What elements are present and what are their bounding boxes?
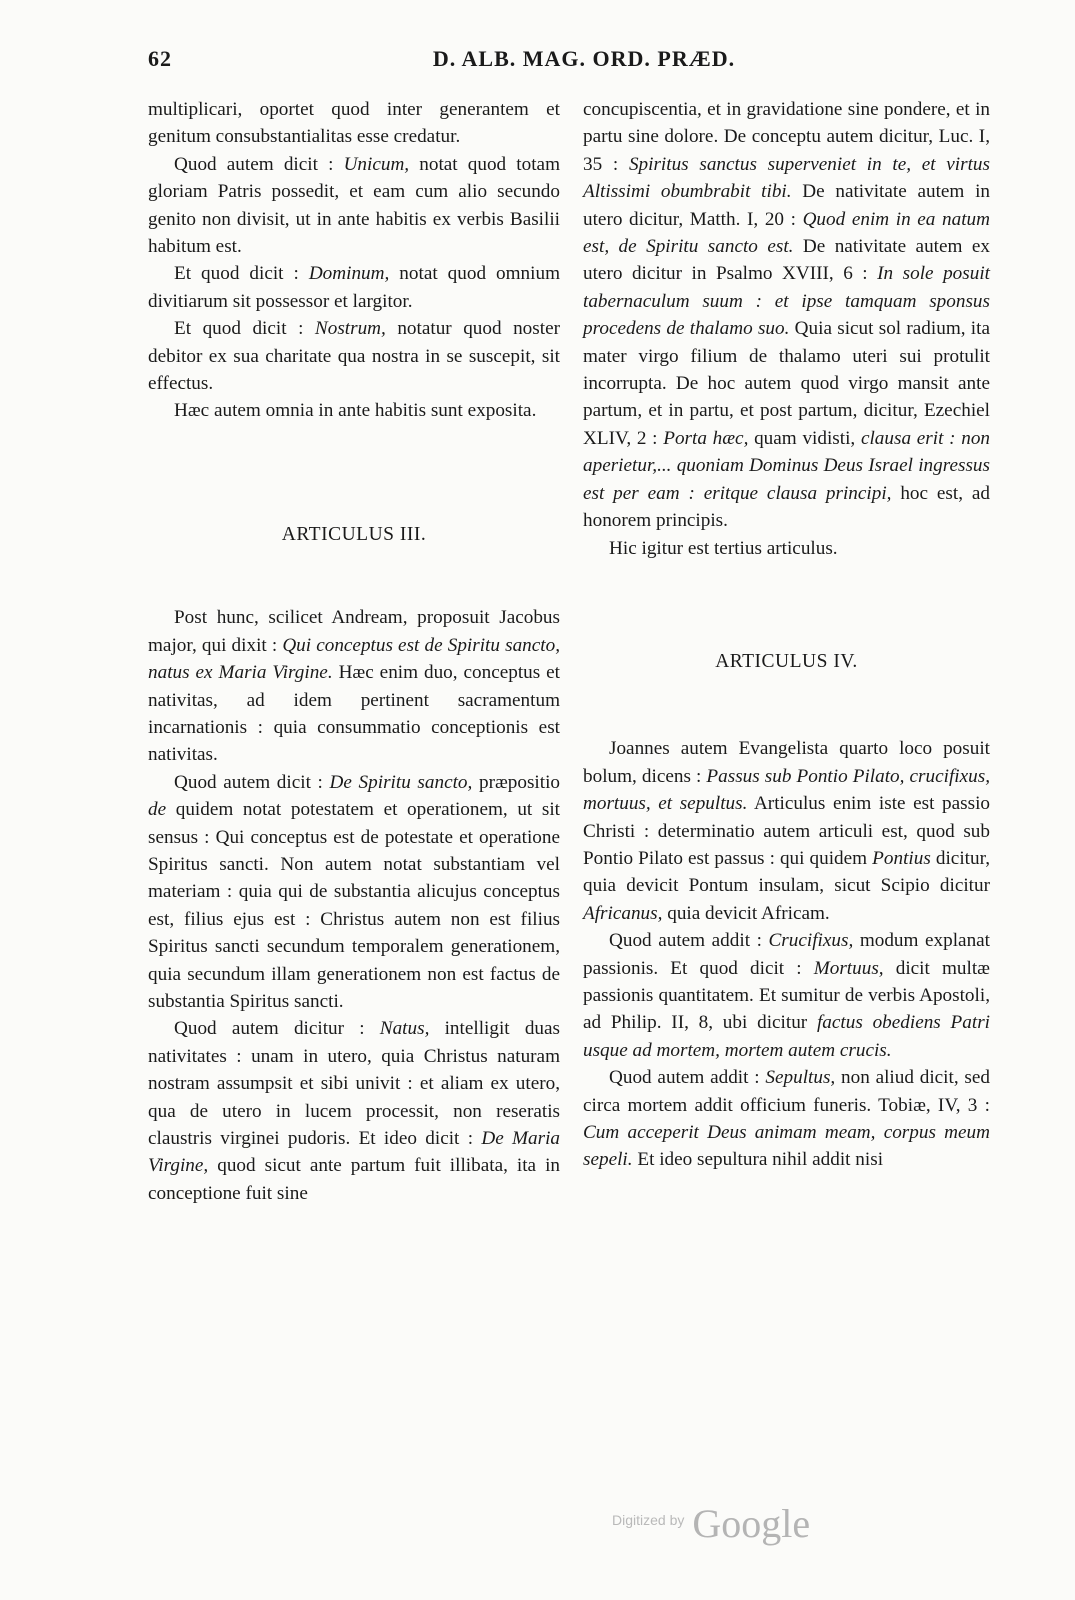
right-column bbox=[583, 96, 990, 1174]
running-title: D. ALB. MAG. ORD. PRÆD. bbox=[432, 46, 736, 71]
page-header bbox=[148, 46, 990, 76]
page-number: 62 bbox=[148, 46, 172, 71]
google-logo: Google bbox=[692, 1501, 811, 1546]
paragraph: Post hunc, scilicet Andream, proposuit Jacobus major, qui dixit : Qui conceptus est de Spiritu sancto, natus ex Maria Virgine. Hæc enim duo, conceptus et nativitas, ad idem pertinent sacramentum incarnationis : quia consummatio conceptionis est nativitas. bbox=[148, 607, 561, 766]
paragraph: Joannes autem Evangelista quarto loco posuit bolum, dicens : Passus sub Pontio Pilato, crucifixus, mortuus, et sepultus. Articulus enim iste est passio Christi : determinatio autem articuli est, quod sub Pontio Pilato est passus : qui quidem Pontius dicitur, quia devicit Pontum insulam, sicut Scipio dicitur Africanus, quia devicit Africam. bbox=[583, 738, 990, 924]
paragraph: Hic igitur est tertius articulus. bbox=[609, 537, 838, 559]
paragraph: Quod autem dicit : De Spiritu sancto, præpositio de quidem notat potestatem et operationem, ut sit sensus : Qui conceptus est de potestate et operatione Spiritus sancti. Non autem notat substantiam vel materiam : quia qui de substantia alicujus conceptus est, filius ejus est : Christus autem non est filius Spiritus sancti secundum temporalem generationem, quia secundum illam generationem non est factus de substantia Spiritus sancti. bbox=[148, 771, 560, 1012]
paragraph: Et quod dicit : Nostrum, notatur quod noster debitor ex sua charitate qua nostra in se suscepit, sit effectus. bbox=[148, 318, 560, 395]
paragraph: concupiscentia, et in gravidatione sine pondere, et in partu sine dolore. De conceptu autem dicitur, Luc. I, 35 : Spiritus sanctus superveniet in te, et virtus Altissimi obumbrabit tibi. De nativitate autem in utero dicitur, Matth. I, 20 : Quod enim in ea natum est, de Spiritu sancto est. De nativitate autem ex utero dicitur in Psalmo XVIII, 6 : In sole posuit tabernaculum suum : et ipse tamquam sponsus procedens de thalamo suo. Quia sicut sol radium, ita mater virgo filium de thalamo uteri sui protulit incorrupta. De hoc autem quod virgo mansit ante partum, et in partu, et post partum, dicitur, Ezechiel XLIV, 2 : Porta hæc, quam vidisti, clausa erit : non aperietur,... quoniam Dominus Deus Israel ingressus est per eam : eritque clausa principi, hoc est, ad honorem principis. bbox=[583, 99, 991, 532]
paragraph: Quod autem dicitur : Natus, intelligit duas nativitates : unam in utero, quia Christus naturam nostram assumpsit et sibi univit : et aliam ex utero, qua de utero in lucem processit, non reseratis claustris virginei pudoris. Et ideo dicit : De Maria Virgine, quod sicut ante partum fuit illibata, ita in conceptione fuit sine bbox=[148, 1018, 560, 1204]
paragraph: multiplicari, oportet quod inter generantem et genitum consubstantialitas esse credatur. bbox=[148, 99, 560, 148]
article-heading: ARTICULUS III. bbox=[281, 523, 427, 545]
paragraph: Quod autem addit : Sepultus, non aliud dicit, sed circa mortem addit officium funeris. Tobiæ, IV, 3 : Cum acceperit Deus animam meam, corpus meum sepeli. Et ideo sepultura nihil addit nisi bbox=[583, 1067, 991, 1171]
paragraph: Quod autem addit : Crucifixus, modum explanat passionis. Et quod dicit : Mortuus, dicit multæ passionis quantitatem. Et sumitur de verbis Apostoli, ad Philip. II, 8, ubi dicitur factus obediens Patri usque ad mortem, mortem autem crucis. bbox=[583, 930, 991, 1061]
left-column bbox=[148, 96, 560, 1207]
digitized-by-label: Digitized by bbox=[612, 1512, 685, 1528]
paragraph: Quod autem dicit : Unicum, notat quod totam gloriam Patris possedit, et eam cum alio secundo genito non divisit, ut in ante habitis ex verbis Basilii habitum est. bbox=[148, 153, 560, 258]
article-heading: ARTICULUS IV. bbox=[715, 650, 858, 672]
paragraph: Et quod dicit : Dominum, notat quod omnium divitiarum sit possessor et largitor. bbox=[148, 263, 560, 312]
digitization-watermark bbox=[612, 1500, 810, 1550]
paragraph: Hæc autem omnia in ante habitis sunt exposita. bbox=[174, 400, 537, 422]
